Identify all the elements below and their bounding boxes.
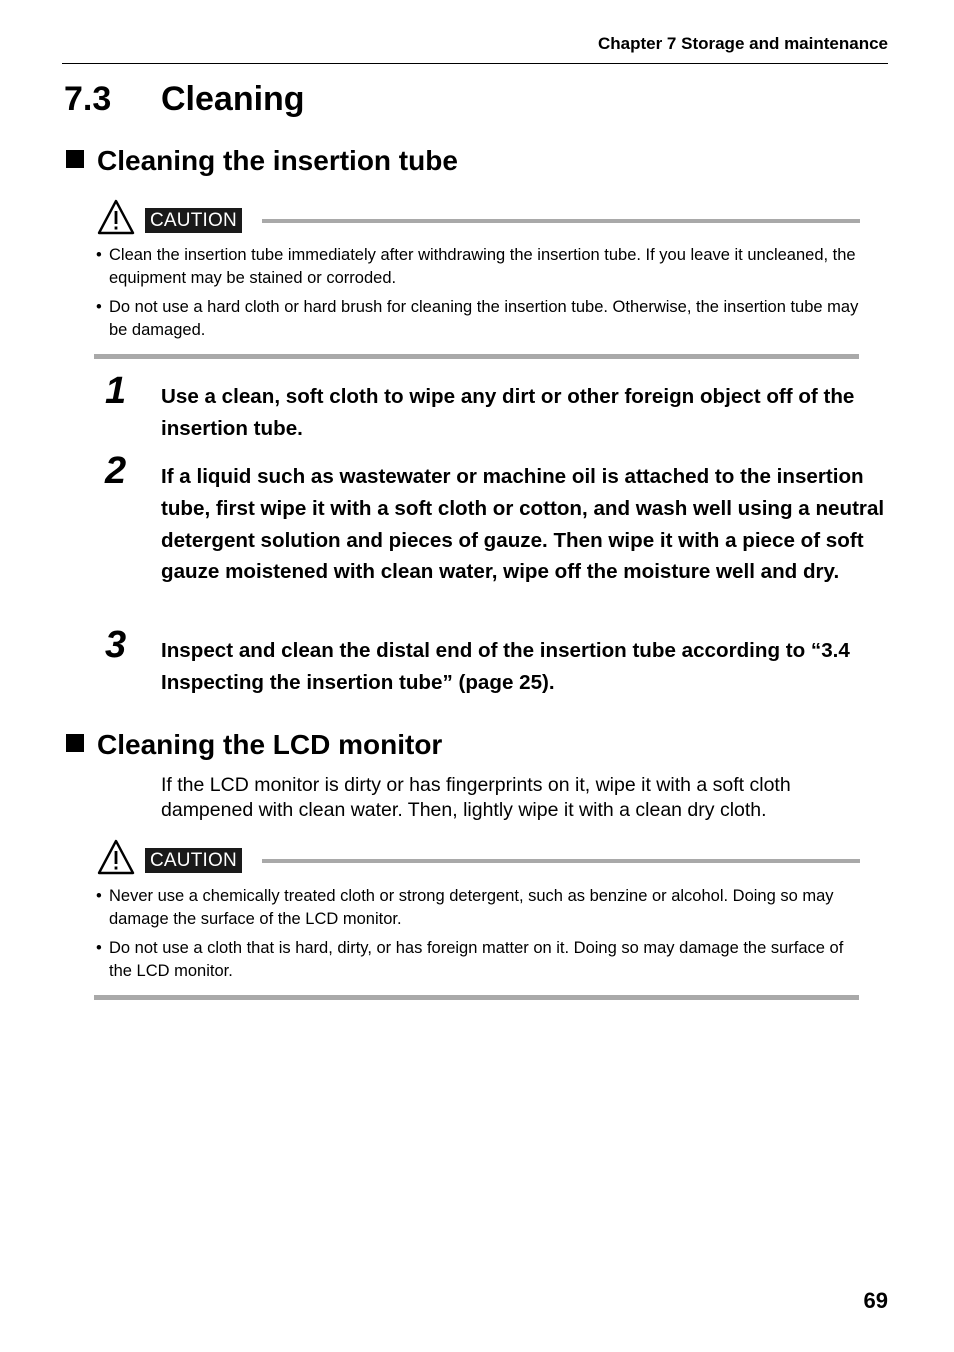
black-square-icon	[66, 734, 84, 752]
warning-triangle-icon	[96, 839, 136, 877]
caution-item: • Clean the insertion tube immediately after withdrawing the insertion tube. If you leave it uncleaned, the equipment may be stained or corroded.	[96, 244, 866, 290]
caution-item: • Never use a chemically treated cloth or strong detergent, such as benzine or alcohol. Doing so may damage the surface of the LCD monitor.	[96, 885, 866, 931]
page-number: 69	[863, 1288, 888, 1313]
caution-item: • Do not use a hard cloth or hard brush for cleaning the insertion tube. Otherwise, the insertion tube may be damaged.	[96, 296, 866, 342]
subheading-lcd-monitor-text: Cleaning the LCD monitor	[97, 729, 443, 760]
caution-header	[96, 839, 860, 879]
running-header: Chapter 7 Storage and maintenance	[597, 34, 888, 53]
subheading-lcd-monitor	[66, 729, 442, 761]
step-text: Inspect and clean the distal end of the insertion tube according to “3.4 Inspecting the insertion tube” (page 25).	[161, 639, 850, 694]
step-number: 1	[105, 370, 127, 412]
caution-list	[96, 885, 866, 989]
step-text: Use a clean, soft cloth to wipe any dirt or other foreign object off of the insertion tube.	[161, 385, 855, 440]
caution-bottom-rule	[94, 354, 859, 359]
caution-rule	[262, 219, 860, 223]
subheading-insertion-tube	[66, 145, 458, 177]
caution-label: CAUTION	[145, 848, 242, 873]
caution-list	[96, 244, 866, 348]
subheading-insertion-tube-text: Cleaning the insertion tube	[97, 145, 458, 176]
caution-header	[96, 199, 860, 239]
caution-rule	[262, 859, 860, 863]
lcd-paragraph: If the LCD monitor is dirty or has fingerprints on it, wipe it with a soft cloth dampened with clean water. Then, lightly wipe it with a clean dry cloth.	[161, 774, 791, 821]
warning-triangle-icon	[96, 199, 136, 237]
caution-item: • Do not use a cloth that is hard, dirty, or has foreign matter on it. Doing so may damage the surface of the LCD monitor.	[96, 937, 866, 983]
step-number: 3	[105, 624, 127, 666]
step-number: 2	[105, 450, 127, 492]
section-number: 7.3	[64, 80, 112, 118]
header-divider	[62, 63, 888, 64]
caution-bottom-rule	[94, 995, 859, 1000]
caution-label: CAUTION	[145, 208, 242, 233]
section-title-text: Cleaning	[161, 80, 305, 118]
step-text: If a liquid such as wastewater or machine oil is attached to the insertion tube, first wipe it with a soft cloth or cotton, and wash well using a neutral detergent solution and pieces of gauze. Then wipe it with a piece of soft gauze moistened with clean water, wipe off the moisture well and dry.	[161, 465, 885, 584]
section-title	[64, 80, 305, 119]
black-square-icon	[66, 150, 84, 168]
